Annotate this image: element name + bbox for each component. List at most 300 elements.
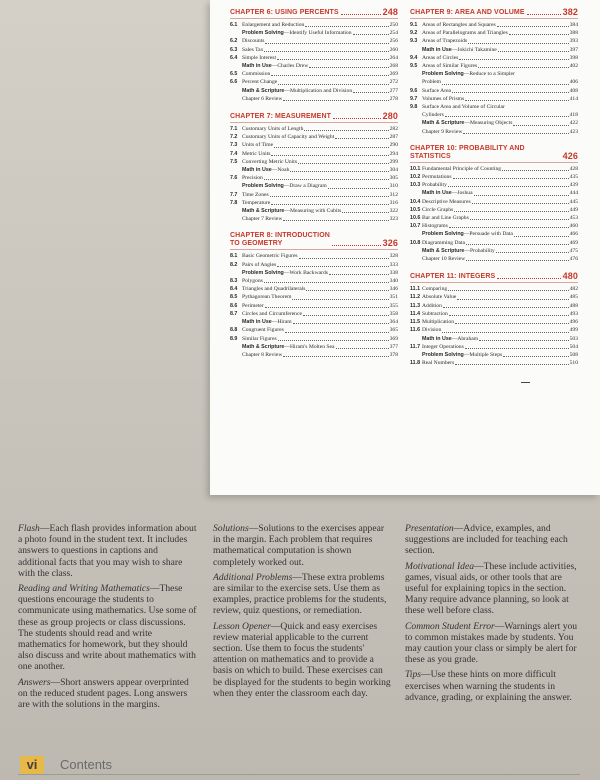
dot-leader [283, 100, 388, 101]
dot-leader [468, 43, 569, 44]
dot-leader [305, 26, 388, 27]
entry-label [242, 318, 292, 326]
entry-label [422, 29, 508, 37]
dot-leader [513, 125, 568, 126]
entry-title: Congruent Figures [242, 327, 284, 334]
dot-leader [274, 147, 389, 148]
entry-label [242, 46, 263, 54]
section-number: 8.8 [230, 327, 238, 334]
dot-leader [459, 59, 568, 60]
entry-title: Permutations [422, 174, 452, 181]
entry-page: 488 [569, 302, 578, 309]
section-number: 10.1 [410, 165, 421, 172]
entry-page: 282 [389, 126, 398, 133]
dot-leader [448, 186, 569, 187]
entry-label [422, 128, 462, 136]
entry-page: 346 [389, 286, 398, 293]
section-number: 11.7 [410, 343, 421, 350]
section-number: 6.5 [230, 71, 238, 78]
entry-title: Customary Units of Length [242, 126, 304, 133]
entry-label [242, 125, 303, 133]
entry-page: 408 [569, 87, 578, 94]
feature-name: Math in Use [422, 46, 452, 53]
entry-label [422, 326, 441, 334]
dot-leader [335, 138, 388, 139]
entry-label [242, 21, 304, 29]
toc-entry [410, 46, 578, 54]
toc-entry [410, 103, 578, 111]
entry-title: Areas of Parallelograms and Triangles [422, 30, 508, 37]
dot-leader [478, 67, 568, 68]
entry-title: Perimeter [242, 302, 264, 309]
note-paragraph [405, 523, 585, 557]
note-text: —These extra problems are similar to the exercise sets. Use them as examples, practice problems for the students, review, quiz questions, or remediation. [213, 571, 387, 617]
entry-label [242, 261, 276, 269]
note-term: Presentation [405, 523, 454, 534]
note-term: Lesson Opener [213, 620, 271, 632]
entry-label [242, 215, 282, 223]
section-number: 9.2 [410, 30, 418, 37]
notes-column-1 [18, 523, 198, 714]
section-number: 10.6 [410, 215, 421, 222]
entry-label [422, 189, 473, 197]
entry-title: Chapter 7 Review [242, 216, 283, 223]
dot-leader [497, 26, 569, 27]
entry-page: 364 [389, 319, 398, 326]
toc-entry [410, 335, 578, 343]
chapter-block [410, 272, 578, 367]
entry-label [422, 181, 447, 189]
entry-page: 499 [569, 327, 578, 334]
dot-leader [342, 212, 388, 213]
entry-page: 277 [389, 87, 398, 94]
feature-name: Math & Scripture [242, 87, 285, 94]
entry-page: 504 [569, 343, 578, 350]
chapter-heading [410, 8, 578, 19]
dot-leader [264, 282, 389, 283]
entry-page: 333 [389, 261, 398, 268]
dot-leader [452, 92, 569, 93]
dot-leader [509, 34, 569, 35]
page-number: vi [20, 756, 44, 774]
section-number: 11.5 [410, 319, 421, 326]
entry-label [242, 199, 270, 207]
dot-leader [463, 133, 568, 134]
feature-name: Problem Solving [242, 183, 284, 190]
entry-label [242, 70, 270, 78]
note-paragraph [213, 621, 393, 699]
note-term: Motivational Idea [405, 560, 475, 572]
entry-page: 268 [389, 63, 398, 70]
dot-leader [454, 211, 568, 212]
section-number: 8.7 [230, 310, 238, 317]
dot-leader [271, 75, 388, 76]
feature-topic: —Joshua [451, 190, 473, 197]
dot-leader [329, 274, 389, 275]
toc-right-column [410, 8, 578, 376]
entry-title: Division [422, 327, 442, 334]
chapter-block [230, 232, 398, 359]
dot-leader [341, 14, 381, 15]
toc-entry [410, 351, 578, 359]
entry-page: 466 [569, 231, 578, 238]
toc-entry [410, 119, 578, 127]
dot-leader [271, 155, 388, 156]
toc-entry [230, 191, 398, 199]
section-number: 10.2 [410, 174, 421, 181]
entry-title: Comparing [422, 286, 448, 293]
entry-label [422, 70, 515, 78]
dot-leader [336, 348, 389, 349]
feature-topic: —Hiram's Molten Sea [284, 343, 335, 350]
entry-label [422, 351, 502, 359]
entry-label [422, 62, 477, 70]
entry-page: 508 [569, 351, 578, 358]
notes-column-3 [405, 523, 585, 707]
entry-continued-text: Problem [422, 79, 441, 86]
entry-title: Triangles and Quadrilaterals [242, 286, 306, 293]
entry-label [242, 277, 263, 285]
toc-entry [230, 141, 398, 149]
entry-page: 418 [569, 112, 578, 119]
chapter-heading [230, 232, 398, 250]
toc-entry [410, 173, 578, 181]
dot-leader [278, 84, 388, 85]
entry-page: 414 [569, 95, 578, 102]
entry-label [422, 103, 505, 111]
feature-name: Problem Solving [422, 71, 464, 78]
entry-label [242, 207, 341, 215]
note-paragraph [18, 523, 198, 579]
notes-column-2 [213, 523, 393, 703]
toc-entry [410, 29, 578, 37]
entry-page: 369 [389, 335, 398, 342]
feature-name: Math in Use [242, 167, 272, 174]
dot-leader [304, 130, 388, 131]
dot-leader [332, 245, 381, 246]
note-paragraph [405, 621, 585, 666]
entry-page: 312 [389, 191, 398, 198]
entry-title: Enlargement and Reduction [242, 22, 305, 28]
dot-leader [474, 195, 569, 196]
toc-entry [410, 230, 578, 238]
dot-leader [470, 219, 569, 220]
toc-entry [410, 165, 578, 173]
entry-page: 378 [389, 351, 398, 358]
toc-entry [230, 318, 398, 326]
entry-label [422, 293, 456, 301]
chapter-title: CHAPTER 6: USING PERCENTS [230, 9, 339, 16]
toc-entry [410, 343, 578, 351]
entry-label [242, 335, 277, 343]
entry-label [242, 310, 302, 318]
dot-leader [479, 340, 568, 341]
entry-page: 469 [569, 239, 578, 246]
toc-entry [410, 87, 578, 95]
entry-label [422, 239, 465, 247]
entry-title: Customary Units of Capacity and Weight [242, 134, 335, 141]
toc-entry [230, 277, 398, 285]
feature-topic: —Hiram [271, 319, 292, 326]
chapter-page: 248 [382, 7, 398, 17]
entry-title: Chapter 9 Review [422, 128, 463, 135]
entry-page: 423 [569, 128, 578, 135]
note-text: —These questions encourage the students to communicate using mathematics. Use some of these as group projects or class discussions. The students should read and write mathematics for homework, but they should also discuss and write about mathematics with one another. [18, 583, 197, 673]
note-term: Flash [18, 523, 40, 534]
feature-name: Problem Solving [422, 351, 464, 358]
chapter-page: 382 [562, 7, 578, 17]
entry-title: Simple Interest [242, 54, 277, 61]
entry-title: Pythagorean Theorem [242, 294, 292, 301]
entry-title: Units of Time [242, 142, 274, 149]
page-label: Contents [60, 757, 113, 772]
toc-entry [230, 70, 398, 78]
entry-label [422, 343, 464, 351]
note-term: Solutions [213, 523, 249, 534]
section-number: 6.1 [230, 22, 238, 28]
entry-page: 496 [569, 319, 578, 326]
toc-entry [230, 326, 398, 334]
note-term: Tips [405, 669, 422, 681]
entry-title: Addition [422, 302, 442, 309]
entry-label [422, 310, 448, 318]
entry-page: 510 [569, 360, 578, 367]
section-number: 6.3 [230, 46, 238, 53]
chapter-heading [410, 145, 578, 163]
section-number: 11.6 [410, 327, 421, 334]
entry-page: 287 [389, 134, 398, 141]
entry-page: 435 [569, 174, 578, 181]
section-number: 7.6 [230, 175, 238, 182]
entry-page: 398 [569, 54, 578, 61]
feature-name: Problem Solving [422, 231, 464, 238]
feature-topic: —Measuring Objects [464, 120, 513, 127]
entry-label [242, 174, 263, 182]
section-number: 9.7 [410, 95, 418, 102]
feature-name: Math in Use [242, 63, 272, 70]
entry-title: Chapter 10 Review [422, 256, 466, 263]
chapter-page: 426 [562, 150, 578, 161]
dot-leader [353, 92, 388, 93]
entry-label [422, 54, 458, 62]
toc-entry [230, 125, 398, 133]
feature-name: Math & Scripture [422, 247, 465, 254]
entry-page: 316 [389, 199, 398, 206]
entry-title: Precision [242, 175, 263, 182]
note-text: —Warnings alert you to common mistakes made by students. You may caution your class or simply be alert for these as you grade. [405, 620, 578, 666]
chapter-page: 480 [562, 271, 578, 282]
entry-title: Diagramming Data [422, 239, 466, 246]
toc-entry [230, 182, 398, 190]
section-number: 10.7 [410, 223, 421, 230]
toc-entry [410, 189, 578, 197]
entry-title: Areas of Trapezoids [422, 38, 468, 45]
section-number: 7.1 [230, 126, 238, 133]
toc-entry [410, 198, 578, 206]
entry-label [242, 293, 291, 301]
toc-entry [230, 78, 398, 86]
note-term: Answers [18, 676, 51, 688]
feature-name: Math in Use [242, 319, 272, 326]
entry-title: Surface Area [422, 87, 452, 94]
entry-page: 358 [389, 310, 398, 317]
entry-title: Bar and Line Graphs [422, 215, 469, 222]
dot-leader [270, 196, 389, 197]
entry-label [422, 222, 448, 230]
dot-leader [265, 43, 388, 44]
dot-leader [328, 188, 389, 189]
entry-page: 503 [569, 335, 578, 342]
entry-title: Circle Graphs [422, 206, 454, 213]
entry-page: 422 [569, 120, 578, 127]
entry-title: Integer Operations [422, 343, 464, 350]
section-number: 11.4 [410, 310, 421, 317]
entry-title: Surface Area and Volume of Circular [422, 104, 505, 111]
section-number: 10.8 [410, 239, 421, 246]
entry-label [242, 62, 308, 70]
section-number: 10.4 [410, 198, 421, 205]
feature-topic: —Work Backwards [283, 269, 328, 276]
entry-label [422, 37, 467, 45]
section-number: 9.3 [410, 38, 418, 45]
entry-title: Probability [422, 182, 447, 189]
entry-page: 323 [389, 216, 398, 223]
entry-title: Volumes of Prisms [422, 95, 465, 102]
entry-title: Polygons [242, 278, 263, 285]
toc-entry [410, 302, 578, 310]
section-number: 6.6 [230, 79, 238, 86]
toc-entry [410, 255, 578, 263]
chapter-title: CHAPTER 9: AREA AND VOLUME [410, 9, 525, 16]
entry-label [242, 87, 352, 95]
feature-name: Math in Use [422, 335, 452, 342]
entry-label [422, 119, 512, 127]
dot-leader [472, 203, 569, 204]
entry-page: 250 [389, 22, 398, 28]
chapter-title: CHAPTER 8: INTRODUCTION TO GEOMETRY [230, 232, 330, 248]
entry-page: 493 [569, 310, 578, 317]
toc-entry [410, 285, 578, 293]
note-text: —Use these hints on more difficult exercises when warning the students in advance, grading, or explaining the answer. [405, 669, 572, 703]
dot-leader [333, 118, 381, 119]
entry-title: Subtraction [422, 310, 448, 317]
dot-leader [306, 290, 388, 291]
entry-label [242, 343, 335, 351]
entry-label [242, 29, 352, 37]
toc-entry [410, 359, 578, 367]
toc-entry [230, 133, 398, 141]
toc-entry [410, 326, 578, 334]
dot-leader [299, 258, 389, 259]
entry-title: Chapter 6 Review [242, 95, 283, 102]
entry-title: Multiplication [422, 319, 455, 326]
dot-leader [442, 84, 569, 85]
entry-label [422, 173, 452, 181]
toc-entry [230, 46, 398, 54]
entry-label [242, 302, 264, 310]
feature-topic: —Multiplication and Division [284, 87, 353, 94]
note-term: Additional Problems [213, 571, 293, 583]
entry-title: Pairs of Angles [242, 261, 277, 268]
toc-entry [410, 70, 578, 78]
entry-label [242, 150, 270, 158]
note-text: —Each flash provides information about a photo found in the student text. It includes answers to questions in captions and additional facts that you may wish to share with the class. [18, 523, 197, 579]
entry-page: 272 [389, 79, 398, 86]
entry-label [422, 95, 464, 103]
feature-name: Problem Solving [242, 269, 284, 276]
section-number: 6.2 [230, 38, 238, 45]
section-number: 7.8 [230, 199, 238, 206]
feature-topic: —Probability [464, 247, 495, 254]
teacher-notes [0, 515, 600, 745]
underline-mark [521, 382, 530, 383]
dot-leader [455, 364, 568, 365]
entry-label [242, 95, 282, 103]
entry-label [242, 182, 327, 190]
entry-title: Fundamental Principle of Counting [422, 165, 502, 172]
section-number: 7.4 [230, 150, 238, 157]
entry-title: Converting Metric Units [242, 158, 297, 165]
feature-name: Math & Scripture [422, 120, 465, 127]
note-term: Reading and Writing Mathematics [18, 583, 150, 595]
entry-page: 310 [389, 183, 398, 190]
toc-entry [230, 335, 398, 343]
toc-entry [410, 222, 578, 230]
footer-rule [18, 774, 580, 775]
feature-name: Math & Scripture [242, 208, 285, 215]
entry-label [242, 141, 273, 149]
dot-leader [527, 14, 561, 15]
toc-entry [230, 62, 398, 70]
entry-label [242, 78, 277, 86]
toc-entry [410, 247, 578, 255]
chapter-block [410, 145, 578, 263]
toc-entry [230, 95, 398, 103]
feature-topic: —Draw a Diagram [283, 183, 327, 190]
dot-leader [465, 100, 568, 101]
entry-title: Percent Change [242, 79, 278, 86]
section-number: 11.1 [410, 286, 421, 293]
entry-page: 449 [569, 206, 578, 213]
entry-page: 377 [389, 343, 398, 350]
section-number: 9.4 [410, 54, 418, 61]
toc-entry [230, 269, 398, 277]
entry-page: 482 [569, 286, 578, 293]
entry-page: 304 [389, 167, 398, 174]
entry-page: 444 [569, 190, 578, 197]
entry-page: 256 [389, 38, 398, 45]
entry-label [242, 285, 305, 293]
entry-title: Time Zones [242, 191, 269, 198]
dot-leader [497, 278, 560, 279]
toc-entry [410, 318, 578, 326]
dot-leader [309, 67, 388, 68]
dot-leader [498, 51, 569, 52]
toc-entry [230, 302, 398, 310]
entry-page: 294 [389, 150, 398, 157]
toc-entry [230, 87, 398, 95]
dot-leader [448, 290, 568, 291]
toc-entry [230, 37, 398, 45]
entry-label [422, 21, 496, 29]
dot-leader [502, 170, 569, 171]
entry-label [422, 255, 465, 263]
entry-page: 338 [389, 269, 398, 276]
entry-title: Basic Geometric Figures [242, 253, 298, 260]
toc-entry [230, 54, 398, 62]
entry-page: 485 [569, 294, 578, 301]
entry-page: 340 [389, 278, 398, 285]
